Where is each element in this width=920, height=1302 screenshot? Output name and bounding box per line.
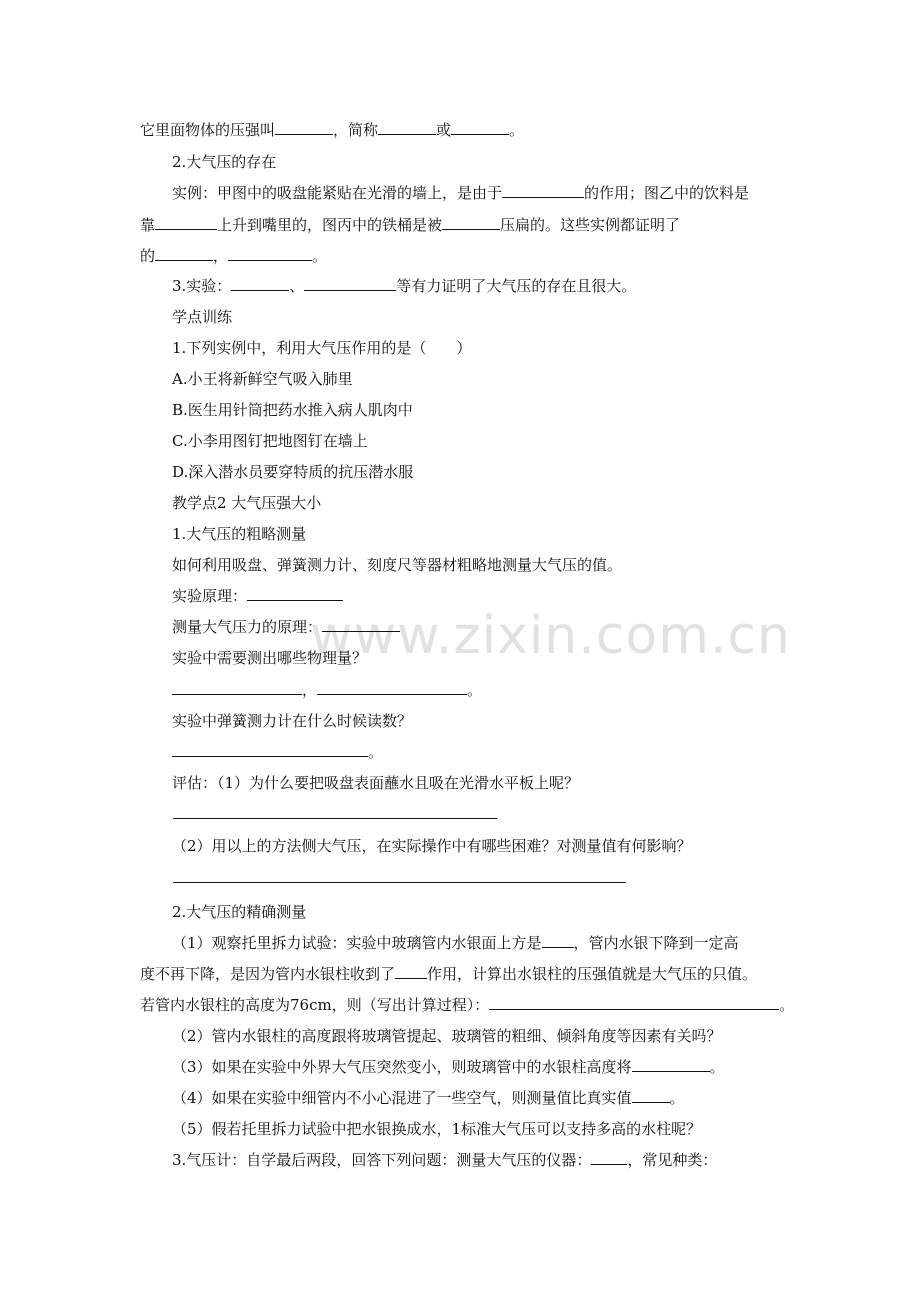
fill-blank[interactable] xyxy=(155,246,213,261)
fill-blank[interactable] xyxy=(304,276,396,291)
text: （4）如果在实验中细管内不小心混进了一些空气，则测量值比真实值 xyxy=(172,1089,632,1107)
evaluation-question: 评估：（1）为什么要把吸盘表面蘸水且吸在光滑水平板上呢？ xyxy=(172,774,580,792)
question: 1.下列实例中，利用大气压作用的是（ ） xyxy=(172,339,472,357)
text: 压扁的。这些实例都证明了 xyxy=(500,216,681,234)
question: 实验中弹簧测力计在什么时候读数？ xyxy=(172,712,413,730)
fill-blank[interactable] xyxy=(317,680,467,695)
text: （1）观察托里拆力试验：实验中玻璃管内水银面上方是 xyxy=(172,934,542,952)
fill-blank[interactable] xyxy=(228,246,312,261)
text: 实验原理： xyxy=(172,587,248,605)
text: 。 xyxy=(312,247,328,265)
text: 。 xyxy=(368,743,384,761)
fill-blank[interactable] xyxy=(275,120,333,135)
line-principle xyxy=(172,586,852,606)
line-definition xyxy=(140,120,820,140)
question xyxy=(172,1088,852,1108)
text: 。 xyxy=(709,1058,725,1076)
fill-blank[interactable] xyxy=(632,1088,670,1103)
line-barometer xyxy=(172,1150,852,1170)
line-torricelli-cont xyxy=(140,964,820,984)
text: 若管内水银柱的高度为76cm，则（写出计算过程）： xyxy=(140,996,490,1014)
question: （2）管内水银柱的高度跟将玻璃管提起、玻璃管的粗细、倾斜角度等因素有关吗？ xyxy=(172,1027,722,1045)
section-heading: 教学点2 大气压强大小 xyxy=(172,494,322,512)
fill-blank[interactable] xyxy=(247,586,343,601)
line-force-principle xyxy=(172,617,852,637)
text: 它里面物体的压强叫 xyxy=(140,121,276,139)
fill-blank[interactable] xyxy=(542,933,574,948)
answer-line xyxy=(172,680,852,700)
text: ， xyxy=(302,681,318,699)
text: ， xyxy=(213,247,229,265)
answer-line xyxy=(172,742,852,762)
section-heading: 1.大气压的粗略测量 xyxy=(172,525,307,543)
text: 实例：甲图中的吸盘能紧贴在光滑的墙上，是由于 xyxy=(172,184,503,202)
paragraph: 如何利用吸盘、弹簧测力计、刻度尺等器材粗略地测量大气压的值。 xyxy=(172,556,623,574)
question: （5）假若托里拆力试验中把水银换成水，1标准大气压可以支持多高的水柱呢？ xyxy=(172,1120,702,1138)
option-b: B.医生用针筒把药水推入病人肌肉中 xyxy=(172,401,413,419)
fill-blank[interactable] xyxy=(632,1057,710,1072)
text: （3）如果在实验中外界大气压突然变小，则玻璃管中的水银柱高度将 xyxy=(172,1058,632,1076)
question: 实验中需要测出哪些物理量？ xyxy=(172,649,368,667)
line-example xyxy=(172,183,852,203)
fill-blank[interactable] xyxy=(172,742,368,757)
fill-blank[interactable] xyxy=(591,1150,627,1165)
text: 或 xyxy=(436,121,452,139)
fill-blank[interactable] xyxy=(322,617,400,632)
line-example-end xyxy=(140,246,820,266)
text: 、 xyxy=(289,277,305,295)
fill-blank[interactable] xyxy=(395,964,427,979)
fill-blank[interactable] xyxy=(155,215,217,230)
option-d: D.深入潜水员要穿特质的抗压潜水服 xyxy=(172,463,414,481)
text: ，简称 xyxy=(333,121,379,139)
text: 。 xyxy=(669,1089,685,1107)
text: 测量大气压力的原理： xyxy=(172,618,323,636)
option-c: C.小李用图钉把地图钉在墙上 xyxy=(172,432,368,450)
answer-rule[interactable] xyxy=(173,882,626,883)
answer-rule[interactable] xyxy=(173,818,497,819)
text: 的作用；图乙中的饮料是 xyxy=(584,184,750,202)
text: ，常见种类： xyxy=(627,1151,718,1169)
text: 3.气压计：自学最后两段，回答下列问题：测量大气压的仪器： xyxy=(172,1151,592,1169)
text: 等有力证明了大气压的存在且很大。 xyxy=(396,277,637,295)
watermark: www.zixin.com.cn xyxy=(310,606,791,666)
text: 3.实验： xyxy=(172,277,232,295)
text: 度不再下降，是因为管内水银柱收到了 xyxy=(140,965,396,983)
line-experiment xyxy=(172,276,852,296)
evaluation-question: （2）用以上的方法侧大气压，在实际操作中有哪些困难？对测量值有何影响？ xyxy=(172,837,692,855)
fill-blank[interactable] xyxy=(451,120,509,135)
question xyxy=(172,1057,852,1077)
option-a: A.小王将新鲜空气吸入肺里 xyxy=(172,370,353,388)
fill-blank[interactable] xyxy=(231,276,289,291)
text: ，管内水银下降到一定高 xyxy=(573,934,739,952)
section-heading: 学点训练 xyxy=(172,308,233,326)
fill-blank[interactable] xyxy=(378,120,436,135)
text: 。 xyxy=(467,681,483,699)
line-example-cont xyxy=(140,215,820,235)
line-calculation xyxy=(140,995,820,1015)
text: 。 xyxy=(509,121,525,139)
fill-blank[interactable] xyxy=(442,215,500,230)
text: 靠 xyxy=(140,216,156,234)
section-heading: 2.大气压的存在 xyxy=(172,153,277,171)
text: 。 xyxy=(779,996,795,1014)
fill-blank[interactable] xyxy=(172,680,302,695)
fill-blank[interactable] xyxy=(502,183,584,198)
text: 的 xyxy=(140,247,156,265)
text: 作用，计算出水银柱的压强值就是大气压的只值。 xyxy=(427,965,758,983)
text: 上升到嘴里的，图丙中的铁桶是被 xyxy=(217,216,443,234)
line-torricelli xyxy=(172,933,852,953)
section-heading: 2.大气压的精确测量 xyxy=(172,903,307,921)
fill-blank[interactable] xyxy=(489,995,779,1010)
